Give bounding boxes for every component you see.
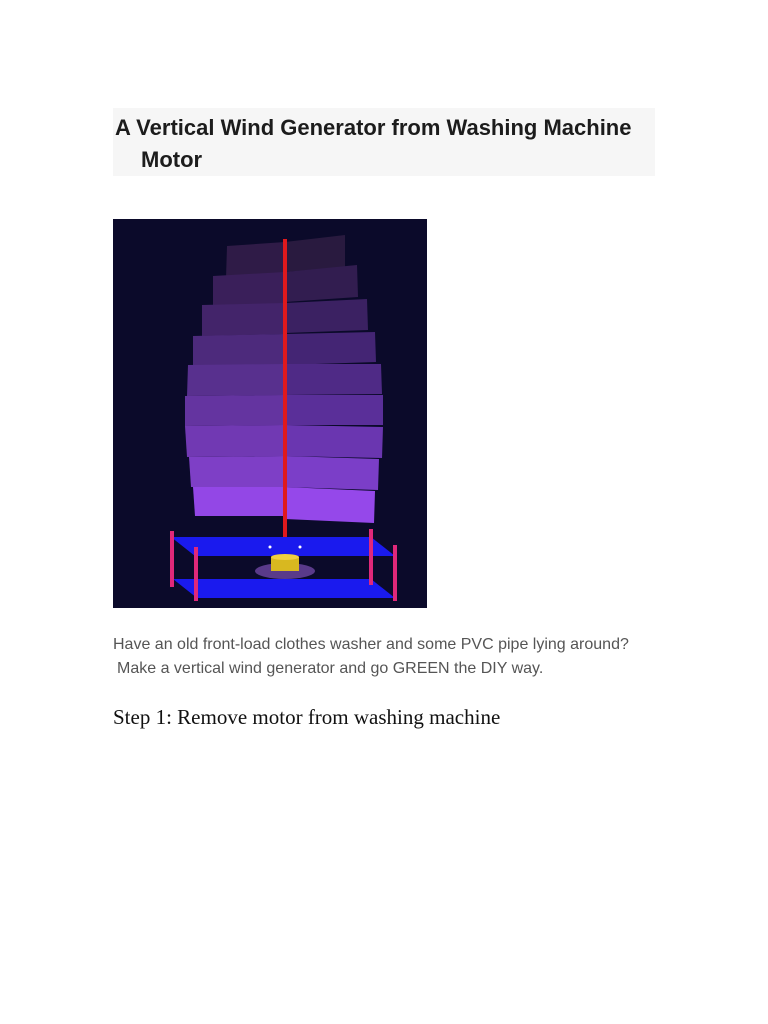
intro-line2: Make a vertical wind generator and go GREEN the DIY way. <box>117 660 544 677</box>
step-1-heading: Step 1: Remove motor from washing machine <box>113 705 501 729</box>
intro-paragraph <box>113 633 673 681</box>
wind-turbine-figure <box>113 219 427 608</box>
article-title <box>113 108 655 176</box>
turbine-shaft <box>283 239 287 551</box>
lower-platform <box>173 579 395 598</box>
article-title-line1: A Vertical Wind Generator from Washing Machine <box>115 115 632 140</box>
article-title-line2: Motor <box>141 147 203 172</box>
intro-line1: Have an old front-load clothes washer and some PVC pipe lying around? <box>113 636 629 653</box>
article-title-box <box>113 108 655 176</box>
upper-platform <box>171 537 395 556</box>
wind-turbine-illustration <box>113 219 427 608</box>
